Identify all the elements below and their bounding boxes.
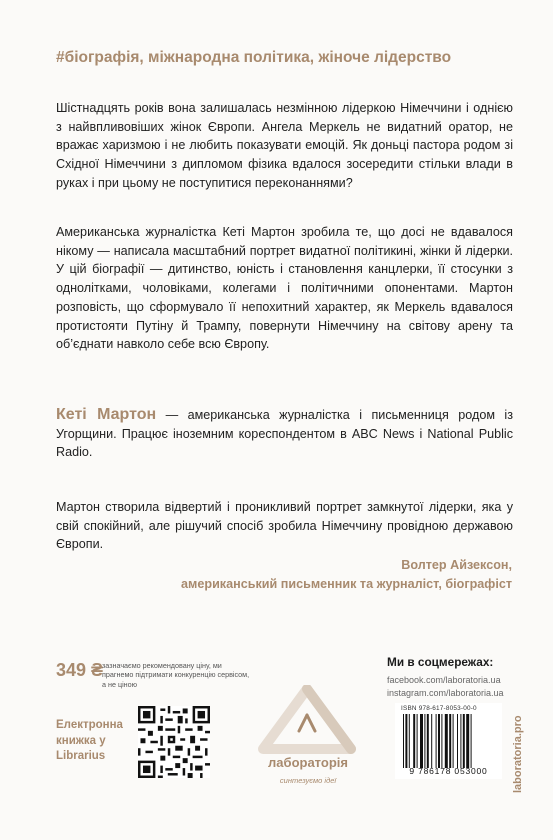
barcode-icon: [401, 714, 496, 768]
quote-author: Волтер Айзексон,: [401, 558, 512, 572]
social-title: Ми в соцмережах:: [387, 655, 494, 669]
social-link-facebook[interactable]: facebook.com/laboratoria.ua: [387, 675, 501, 685]
tags-heading: #біографія, міжнародна політика, жіноче лідерство: [56, 49, 452, 66]
author-bio-text: — американська журналістка і письменниця родом із Угорщини. Працює іноземним кореспондентом в ABC News і National Public Radio.: [56, 408, 513, 460]
social-link-instagram[interactable]: instagram.com/laboratoria.ua: [387, 688, 504, 698]
qr-code-icon: [138, 706, 210, 778]
publisher-site[interactable]: laboratoria.pro: [512, 715, 524, 793]
qr-code: [138, 706, 210, 778]
ean-number: 9 786178 053000: [409, 766, 488, 776]
publisher-tagline: синтезуємо ідеї: [279, 776, 337, 785]
isbn: ISBN 978-617-8053-00-0: [401, 705, 477, 712]
description-paragraph-2: Американська журналістка Кеті Мартон зробила те, що досі не вдавалося нікому — написала масштабний портрет видатної політикині, жінки й лідерки. У цій біографії — дитинство, юність і становлення канцлерки, її стосунки з однолітками, чоловіками, колегами і політичними опонентами. Мартон розповість, що сформувало її непохитний характер, як Меркель вдавалося протистояти Путіну й Трампу, повернути Німеччину на світову арену та об’єднати навколо себе всю Європу.: [56, 225, 513, 352]
triangle-logo-icon: [255, 685, 360, 755]
ebook-label: Електронна книжка у Librarius: [56, 719, 123, 762]
review-quote: Мартон створила відвертий і проникливий портрет замкнутої лідерки, яка у свій спокійний, але рішучий спосіб зробила Німеччину провідною державою Європи.: [56, 500, 513, 552]
publisher-name: лабораторія: [268, 755, 348, 770]
price: 349 ₴: [56, 660, 104, 680]
author-name: Кеті Мартон: [56, 406, 157, 423]
price-note: зазначаємо рекомендовану ціну, ми прагнемо підтримати конкуренцію сервісом, а не ціною: [102, 661, 250, 689]
description-paragraph-1: Шістнадцять років вона залишалась незмінною лідеркою Німеччини і однією з найвпливовіших жінок Європи. Ангела Меркель не видатний оратор, не вражає харизмою і не любить показувати емоцій. Як доньці пастора родом зі Східної Німеччини з дипломом фізика вдалося зосередити стільки влади в руках і при цьому не поступитися переконаннями?: [56, 101, 513, 190]
quote-attribution: [181, 556, 512, 594]
author-bio: [56, 406, 513, 462]
quote-author-role: американський письменник та журналіст, біографіст: [181, 577, 512, 591]
